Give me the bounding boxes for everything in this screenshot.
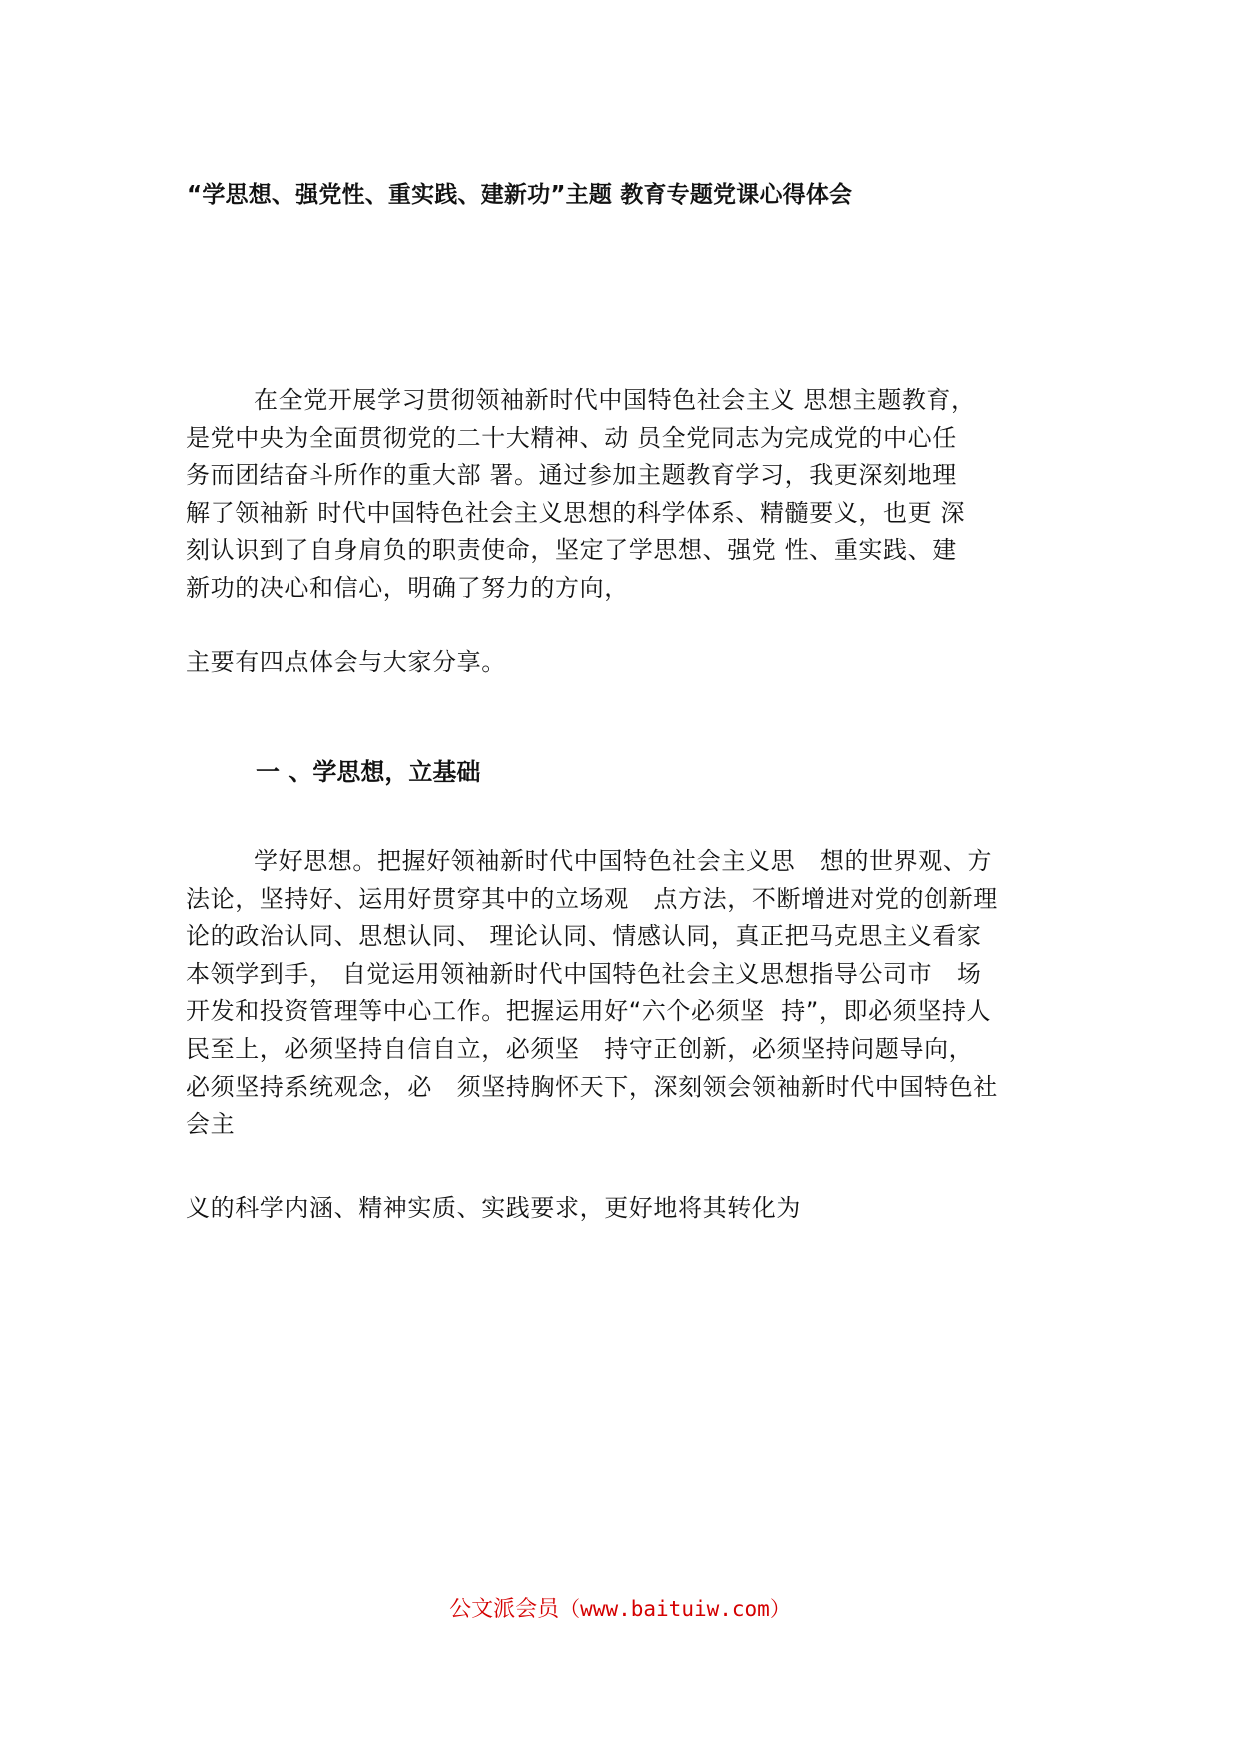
text-line: 是党中央为全面贯彻党的二十大精神、动 员全党同志为完成党的中心任 [186,423,957,452]
text-line: 务而团结奋斗所作的重大部 署。通过参加主题教育学习，我更深刻地理 [186,461,957,490]
text-line: 在全党开展学习贯彻领袖新时代中国特色社会主义 思想主题教育， [254,386,976,414]
section-tail-paragraph [186,1190,1086,1228]
text-line: 新功的决心和信心，明确了努力的方向， [186,573,629,602]
text-line: 解了领袖新 时代中国特色社会主义思想的科学体系、精髓要义，也更 深 [186,498,966,527]
text-line: 论的政治认同、思想认同、 理论认同、情感认同，真正把马克思主义看家 [186,922,982,951]
text-line: 会主 [186,1110,236,1139]
document-title: “学思想、强党性、重实践、建新功”主题 教育专题党课心得体会 [187,182,853,208]
footer-url-link[interactable]: （www.baituiw.com） [559,1597,791,1621]
intro-tail-paragraph [186,644,1086,682]
text-line: 刻认识到了自身肩负的职责使命，坚定了学思想、强党 性、重实践、建 [186,536,957,565]
text-line: 开发和投资管理等中心工作。把握运用好“六个必须坚 持”，即必须坚持人 [186,997,992,1026]
intro-paragraph [186,382,1086,608]
footer-watermark [0,1592,1240,1623]
text-line: 民至上，必须坚持自信自立，必须坚 持守正创新，必须坚持问题导向， [186,1034,974,1063]
text-line: 主要有四点体会与大家分享。 [186,648,506,676]
section-heading: 一 、学思想，立基础 [256,758,481,786]
text-line: 法论，坚持好、运用好贯穿其中的立场观 点方法，不断增进对党的创新理 [186,884,998,913]
text-line: 必须坚持系统观念，必 须坚持胸怀天下，深刻领会领袖新时代中国特色社 [186,1072,998,1101]
text-line: 学好思想。把握好领袖新时代中国特色社会主义思 想的世界观、方 [254,847,993,875]
text-line: 义的科学内涵、精神实质、实践要求，更好地将其转化为 [186,1194,801,1222]
footer-brand: 公文派会员 [449,1597,560,1622]
section-paragraph [186,843,1086,1144]
text-line: 本领学到手， 自觉运用领袖新时代中国特色社会主义思想指导公司市 场 [186,959,982,988]
